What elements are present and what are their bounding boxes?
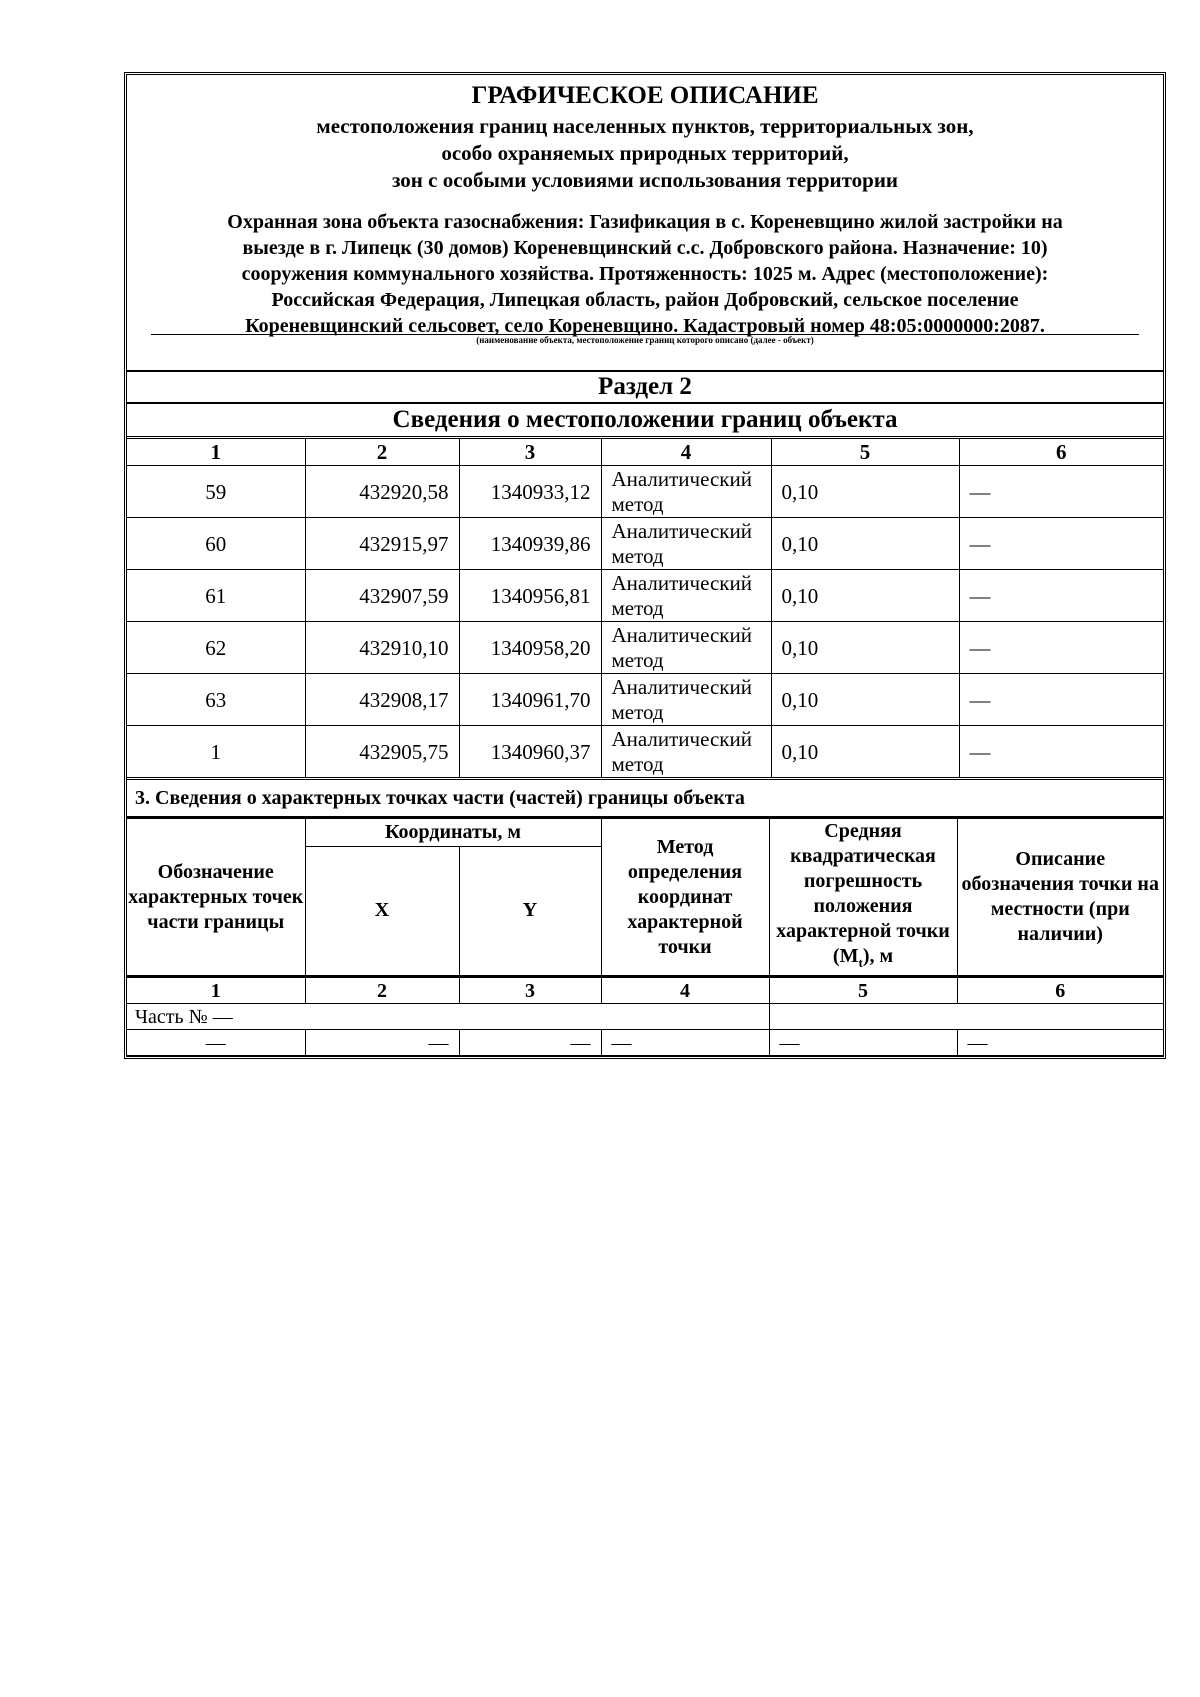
coord-y: 1340958,20 <box>459 622 601 674</box>
point-description: — <box>959 726 1163 779</box>
table-row <box>127 466 1163 518</box>
coord-y: 1340939,86 <box>459 518 601 570</box>
coord-x: 432907,59 <box>305 570 459 622</box>
part-points-table <box>127 976 1163 1056</box>
coord-y: 1340933,12 <box>459 466 601 518</box>
column-number: 2 <box>305 439 459 466</box>
coord-x: — <box>305 1030 459 1056</box>
point-id: — <box>127 1030 305 1056</box>
object-caption: (наименование объекта, местоположение границ которого описано (далее - объект) <box>476 335 814 345</box>
header-error <box>769 819 957 976</box>
part-label-empty <box>769 1004 1163 1030</box>
point-description: — <box>959 674 1163 726</box>
method: Аналитический метод <box>601 674 771 726</box>
column-number: 4 <box>601 439 771 466</box>
document-subtitle <box>127 113 1163 194</box>
section-title: Сведения о местоположении границ объекта <box>127 404 1163 439</box>
column-number: 3 <box>459 977 601 1004</box>
table-row <box>127 1030 1163 1056</box>
column-number: 5 <box>771 439 959 466</box>
coord-x: 432920,58 <box>305 466 459 518</box>
object-line: Кореневщинский сельсовет, село Кореневщино. Кадастровый номер 48:05:0000000:2087. <box>245 315 1045 337</box>
header-method: Метод определения координат характерной точки <box>601 819 769 976</box>
method: Аналитический метод <box>601 570 771 622</box>
point-description: — <box>959 518 1163 570</box>
header-error-tail: ), м <box>862 945 894 967</box>
method: Аналитический метод <box>601 466 771 518</box>
part-label-row <box>127 1004 1163 1030</box>
error-value: 0,10 <box>771 466 959 518</box>
method: Аналитический метод <box>601 622 771 674</box>
header-description: Описание обозначения точки на местности (при наличии) <box>957 819 1163 976</box>
column-number: 1 <box>127 439 305 466</box>
coord-x: 432910,10 <box>305 622 459 674</box>
coord-x: 432908,17 <box>305 674 459 726</box>
boundary-points-table <box>127 439 1163 780</box>
point-id: 61 <box>127 570 305 622</box>
method: — <box>601 1030 769 1056</box>
point-description: — <box>957 1030 1163 1056</box>
object-line: сооружения коммунального хозяйства. Протяженность: 1025 м. Адрес (местоположение): <box>241 263 1049 285</box>
subtitle-line: особо охраняемых природных территорий, <box>441 141 849 165</box>
method: Аналитический метод <box>601 518 771 570</box>
part-points-header-table <box>127 818 1163 976</box>
column-number: 3 <box>459 439 601 466</box>
point-id: 63 <box>127 674 305 726</box>
object-line: Охранная зона объекта газоснабжения: Газификация в с. Кореневщино жилой застройки на <box>227 211 1063 233</box>
coord-y: 1340956,81 <box>459 570 601 622</box>
section3-title: 3. Сведения о характерных точках части (частей) границы объекта <box>127 780 1163 818</box>
coord-y: 1340960,37 <box>459 726 601 779</box>
error-value: 0,10 <box>771 622 959 674</box>
column-number: 5 <box>769 977 957 1004</box>
header-x: X <box>305 846 459 975</box>
point-description: — <box>959 622 1163 674</box>
point-id: 59 <box>127 466 305 518</box>
header-error-text: Средняя квадратическая погрешность положения характерной точки (M <box>776 820 950 967</box>
section-number: Раздел 2 <box>127 372 1163 404</box>
column-number: 1 <box>127 977 305 1004</box>
point-id: 1 <box>127 726 305 779</box>
coord-y: 1340961,70 <box>459 674 601 726</box>
header-y: Y <box>459 846 601 975</box>
object-line: выезде в г. Липецк (30 домов) Кореневщинский с.с. Добровского района. Назначение: 10) <box>242 237 1048 259</box>
coord-y: — <box>459 1030 601 1056</box>
document-frame <box>124 72 1166 1059</box>
column-number: 2 <box>305 977 459 1004</box>
error-value: — <box>769 1030 957 1056</box>
column-number-row <box>127 439 1163 466</box>
point-id: 60 <box>127 518 305 570</box>
header-error-subscript: t <box>858 955 863 970</box>
error-value: 0,10 <box>771 674 959 726</box>
header-designation: Обозначение характерных точек части границы <box>127 819 305 976</box>
method: Аналитический метод <box>601 726 771 779</box>
column-number-row <box>127 977 1163 1004</box>
table-row <box>127 518 1163 570</box>
object-description <box>127 209 1163 339</box>
error-value: 0,10 <box>771 570 959 622</box>
table-row <box>127 622 1163 674</box>
table-row <box>127 674 1163 726</box>
point-description: — <box>959 570 1163 622</box>
subtitle-line: зон с особыми условиями использования территории <box>391 168 899 192</box>
subtitle-line: местоположения границ населенных пунктов, территориальных зон, <box>316 114 974 138</box>
document-title: ГРАФИЧЕСКОЕ ОПИСАНИЕ <box>471 82 819 109</box>
document-header <box>127 75 1163 372</box>
column-number: 4 <box>601 977 769 1004</box>
table-row <box>127 570 1163 622</box>
object-line: Российская Федерация, Липецкая область, район Добровский, сельское поселение <box>271 289 1019 311</box>
part-label: Часть № — <box>127 1004 769 1030</box>
column-number: 6 <box>957 977 1163 1004</box>
column-number: 6 <box>959 439 1163 466</box>
point-id: 62 <box>127 622 305 674</box>
coord-x: 432915,97 <box>305 518 459 570</box>
point-description: — <box>959 466 1163 518</box>
error-value: 0,10 <box>771 518 959 570</box>
table-row <box>127 726 1163 779</box>
header-coordinates: Координаты, м <box>305 819 601 847</box>
coord-x: 432905,75 <box>305 726 459 779</box>
error-value: 0,10 <box>771 726 959 779</box>
